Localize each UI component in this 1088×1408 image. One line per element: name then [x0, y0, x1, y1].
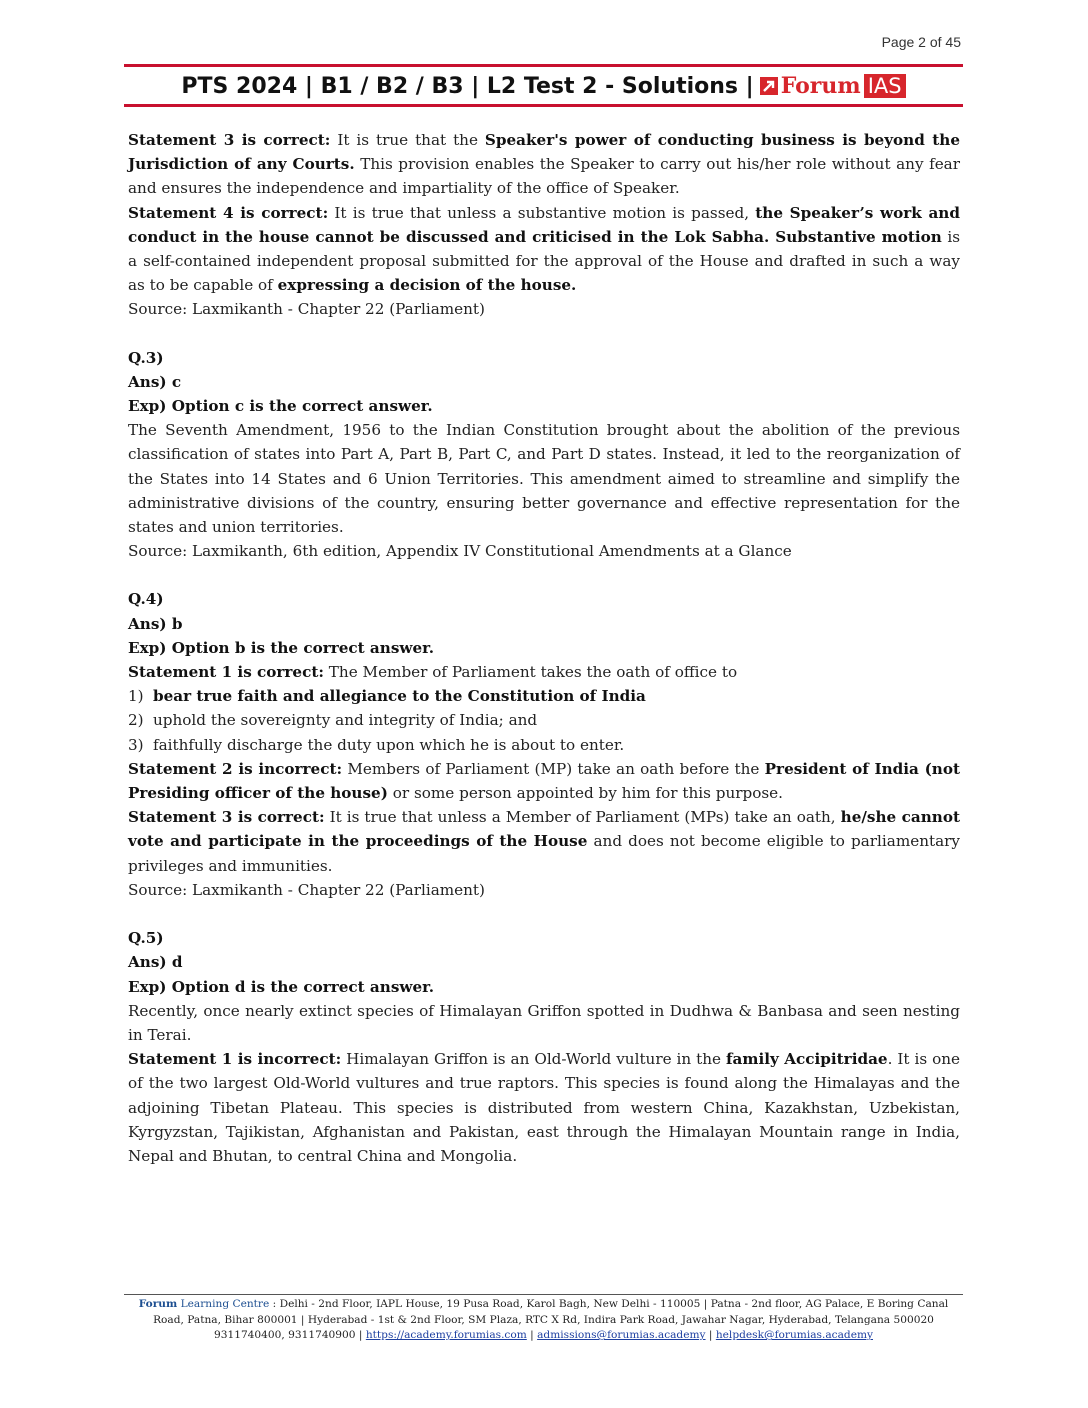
text: is a self-contained independent proposal submitted for the approval of the House and drafted in such a way as to be capable of	[128, 227, 960, 295]
q5-intro: Recently, once nearly extinct species of Himalayan Griffon spotted in Dudhwa & Banbasa and seen nesting in Terai.	[128, 1001, 960, 1044]
q5-statement-1	[128, 1047, 960, 1168]
solutions-content	[128, 128, 960, 1168]
text: It is true that unless a substantive motion is passed,	[328, 203, 756, 222]
q2-source: Source: Laxmikanth - Chapter 22 (Parliament)	[128, 300, 485, 319]
logo-ias-text: IAS	[864, 74, 906, 98]
answer: Ans) d	[128, 953, 183, 972]
q4-source: Source: Laxmikanth - Chapter 22 (Parliament)	[128, 880, 485, 899]
question-number: Q.3)	[128, 348, 164, 367]
document-header	[124, 70, 963, 102]
text: This provision enables the Speaker to carry out his/her role without any fear and ensures the independence and impartiality of the office of Speaker.	[128, 155, 961, 198]
explanation: Exp) Option b is the correct answer.	[128, 638, 434, 657]
list-item	[128, 733, 960, 757]
list-item	[128, 708, 960, 732]
bold-text: the Speaker’s work and conduct in the house cannot be discussed and criticised in the Lok Sabha. Substantive motion	[128, 203, 960, 246]
page-footer	[124, 1297, 963, 1344]
answer: Ans) c	[128, 372, 182, 391]
list-item	[128, 684, 960, 708]
text: It is true that the	[330, 131, 485, 149]
header-top-rule	[124, 64, 963, 67]
footer-separator: |	[705, 1329, 716, 1342]
bold-text: expressing a decision of the house.	[277, 276, 577, 295]
q5-answer	[128, 950, 960, 974]
list-text: uphold the sovereignty and integrity of India; and	[153, 711, 538, 730]
answer: Ans) b	[128, 614, 183, 633]
footer-line-3	[124, 1328, 963, 1344]
q3-explanation-heading	[128, 394, 960, 418]
footer-line-2: Road, Patna, Bihar 800001 | Hyderabad - 1st & 2nd Floor, SM Plaza, RTC X Rd, Indira Park Road, Jawahar Nagar, Hyderabad, Telangana 500020	[153, 1313, 934, 1326]
footer-rule	[124, 1294, 963, 1295]
q2-statement-3	[128, 128, 960, 201]
list-number: 1)	[128, 687, 144, 706]
statement-label: Statement 3 is correct:	[128, 131, 331, 149]
arrow-up-right-icon	[760, 77, 778, 95]
footer-colon: :	[269, 1298, 280, 1310]
text: and does not become eligible to parliamentary privileges and immunities.	[128, 832, 960, 875]
list-number: 2)	[128, 711, 144, 730]
q4-explanation-heading	[128, 636, 960, 660]
q3-paragraph: The Seventh Amendment, 1956 to the Indian Constitution brought about the abolition of the previous classification of states into Part A, Part B, Part C, and Part D states. Instead, it led to the reorganization of the States into 14 States and 6 Union Territories. This amendment aimed to streamline and simplify the administrative divisions of the country, ensuring better governance and effective representation for the states and union territories.	[128, 421, 960, 537]
header-bottom-rule	[124, 104, 963, 107]
q4-statement-1	[128, 660, 960, 684]
logo-forum-text: Forum	[780, 73, 861, 99]
statement-label: Statement 2 is incorrect:	[128, 759, 343, 778]
explanation: Exp) Option d is the correct answer.	[128, 977, 434, 996]
text: or some person appointed by him for this purpose.	[387, 784, 783, 803]
bold-text: President of India (not Presiding officer of the house)	[128, 759, 960, 803]
text: It is true that unless a Member of Parliament (MPs) take an oath,	[324, 808, 841, 827]
list-text: bear true faith and allegiance to the Constitution of India	[153, 687, 646, 706]
q3-number	[128, 346, 960, 370]
footer-separator: |	[526, 1329, 538, 1342]
statement-label: Statement 4 is correct:	[128, 203, 329, 222]
list-number: 3)	[128, 735, 144, 754]
footer-phones: 9311740400, 9311740900 |	[213, 1329, 366, 1342]
page-number: Page 2 of 45	[881, 34, 961, 50]
q3-source: Source: Laxmikanth, 6th edition, Appendix IV Constitutional Amendments at a Glance	[128, 542, 792, 561]
bold-text: family Accipitridae	[726, 1050, 888, 1069]
question-number: Q.4)	[128, 590, 164, 609]
text: Members of Parliament (MP) take an oath before the	[342, 759, 765, 778]
statement-label: Statement 1 is correct:	[128, 663, 324, 682]
q4-statement-3	[128, 805, 960, 878]
statement-label: Statement 1 is incorrect:	[128, 1050, 342, 1069]
text: Himalayan Griffon is an Old-World vulture in the	[341, 1050, 726, 1069]
q2-statement-4	[128, 201, 960, 298]
text: The Member of Parliament takes the oath of office to	[323, 663, 738, 682]
header-title: PTS 2024 | B1 / B2 / B3 | L2 Test 2 - Solutions |	[181, 73, 754, 99]
q4-answer	[128, 612, 960, 636]
question-number: Q.5)	[128, 929, 164, 948]
helpdesk-email-link[interactable]: helpdesk@forumias.academy	[715, 1329, 873, 1342]
footer-line-1	[124, 1297, 963, 1313]
bold-text: he/she cannot vote and participate in the proceedings of the House	[128, 808, 960, 851]
text: . It is one of the two largest Old-World vultures and true raptors. This species is found along the Himalayas and the adjoining Tibetan Plateau. This species is distributed from western China, Kazakhstan, Uzbekistan, Kyrgyzstan, Tajikistan, Afghanistan and Pakistan, east through the Himalayan Mountain range in India, Nepal and Bhutan, to central China and Mongolia.	[128, 1050, 960, 1165]
bold-text: Speaker's power of conducting business is beyond the Jurisdiction of any Courts.	[128, 131, 960, 174]
q3-answer	[128, 370, 960, 394]
q5-number	[128, 926, 960, 950]
explanation: Exp) Option c is the correct answer.	[128, 397, 433, 416]
forumias-logo	[760, 73, 906, 99]
website-link[interactable]: https://academy.forumias.com	[365, 1329, 527, 1342]
list-text: faithfully discharge the duty upon which he is about to enter.	[153, 735, 625, 754]
footer-address-1: Delhi - 2nd Floor, IAPL House, 19 Pusa Road, Karol Bagh, New Delhi - 110005 | Patna - 2nd floor, AG Palace, E Boring Canal	[279, 1298, 949, 1310]
footer-brand-sub: Learning Centre	[177, 1298, 270, 1310]
q4-number	[128, 587, 960, 611]
q5-explanation-heading	[128, 975, 960, 999]
q4-statement-2	[128, 757, 960, 805]
footer-brand: Forum	[138, 1298, 178, 1310]
statement-label: Statement 3 is correct:	[128, 808, 325, 827]
admissions-email-link[interactable]: admissions@forumias.academy	[537, 1329, 706, 1342]
